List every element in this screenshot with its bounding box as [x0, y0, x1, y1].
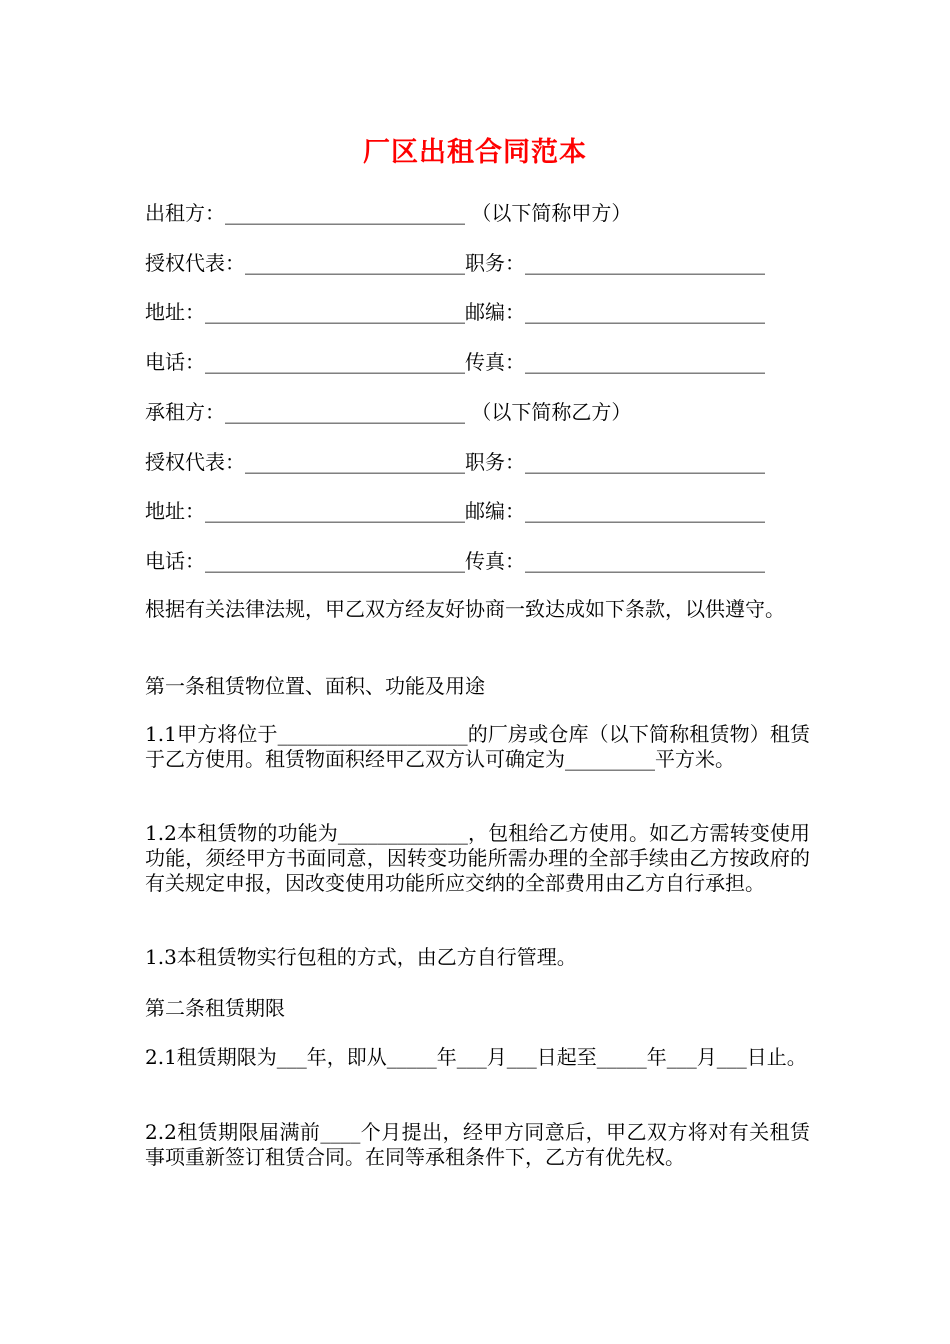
article-1-heading: 第一条租赁物位置、面积、功能及用途 — [145, 674, 485, 698]
clause-1-2: 1.2本租赁物的功能为_____________，包租给乙方使用。如乙方需转变使用功能，须经甲方书面同意，因转变功能所需办理的全部手续由乙方按政府的有关规定申报，因改变使用功能所应交纳的全部费用由乙方自行承担。 — [145, 821, 810, 895]
clause-1-1: 1.1甲方将位于___________________的厂房或仓库（以下简称租赁物）租赁于乙方使用。租赁物面积经甲乙双方认可确定为_________平方米。 — [145, 722, 810, 771]
lessor-representative-line: 授权代表：______________________职务：________________________ — [145, 251, 765, 275]
lessee-line: 承租方：________________________ （以下简称乙方） — [145, 400, 632, 424]
lessee-address-line: 地址：__________________________邮编：________________________ — [145, 499, 765, 523]
article-2-heading: 第二条租赁期限 — [145, 996, 285, 1020]
clause-2-2: 2.2租赁期限届满前____个月提出，经甲方同意后，甲乙双方将对有关租赁事项重新签订租赁合同。在同等承租条件下，乙方有优先权。 — [145, 1120, 810, 1169]
lessor-phone-line: 电话：__________________________传真：________________________ — [145, 350, 765, 374]
lessee-representative-line: 授权代表：______________________职务：________________________ — [145, 450, 765, 474]
lessee-phone-line: 电话：__________________________传真：________________________ — [145, 549, 765, 573]
document-title: 厂区出租合同范本 — [363, 137, 587, 168]
intro-paragraph: 根据有关法律法规，甲乙双方经友好协商一致达成如下条款，以供遵守。 — [145, 597, 785, 621]
lessor-address-line: 地址：__________________________邮编：________________________ — [145, 300, 765, 324]
lessor-line: 出租方：________________________ （以下简称甲方） — [145, 201, 632, 225]
clause-2-1: 2.1租赁期限为___年，即从_____年___月___日起至_____年___月___日止。 — [145, 1045, 807, 1069]
clause-1-3: 1.3本租赁物实行包租的方式，由乙方自行管理。 — [145, 945, 577, 969]
